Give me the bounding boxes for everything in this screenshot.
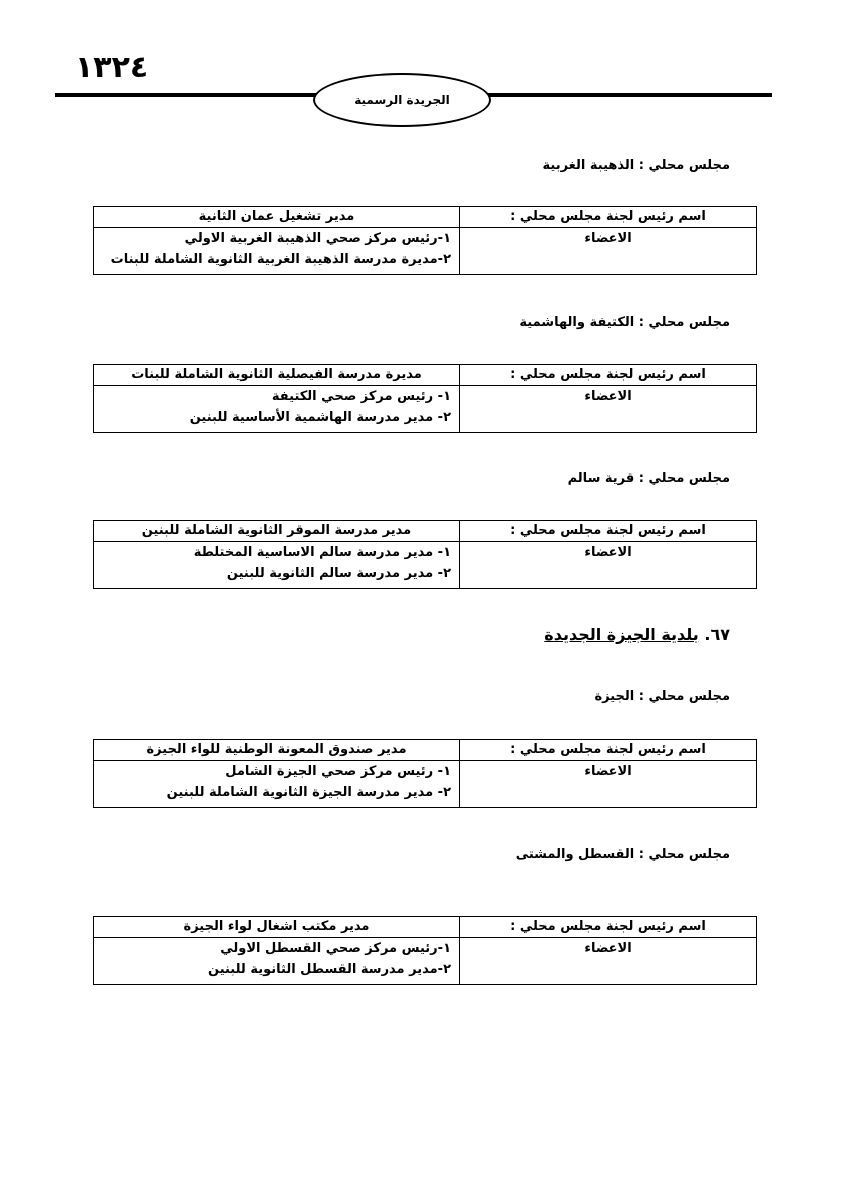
member-item: ١- رئيس مركز صحي الجيزة الشامل: [225, 764, 451, 779]
head-value: مديرة مدرسة الفيصلية الثانوية الشاملة للبنات: [94, 365, 460, 386]
municipality-name: بلدية الجيزة الجديدة: [544, 625, 699, 644]
table-row: [94, 938, 757, 985]
head-label: اسم رئيس لجنة مجلس محلي :: [460, 917, 757, 938]
head-value: مدير صندوق المعونة الوطنية للواء الجيزة: [94, 740, 460, 761]
members-label: الاعضاء: [460, 938, 757, 985]
members-label: الاعضاء: [460, 761, 757, 808]
member-item: ١- رئيس مركز صحي الكتيفة: [271, 389, 451, 404]
member-item: ١- مدير مدرسة سالم الاساسية المختلطة: [193, 545, 451, 560]
head-label: اسم رئيس لجنة مجلس محلي :: [460, 740, 757, 761]
gazette-title: الجريدة الرسمية: [354, 93, 450, 107]
members-list: [94, 386, 460, 433]
member-item: ٢- مدير مدرسة الجيزة الثانوية الشاملة للبنين: [166, 785, 451, 800]
member-item: ٢- مدير مدرسة سالم الثانوية للبنين: [226, 566, 451, 581]
table-row: [94, 917, 757, 938]
member-item: ١-رئيس مركز صحي الذهيبة الغربية الاولي: [184, 231, 451, 246]
table-row: [94, 761, 757, 808]
council-title: مجلس محلي : الذهيبة الغربية: [542, 158, 730, 173]
council-table: [93, 520, 757, 589]
head-label: اسم رئيس لجنة مجلس محلي :: [460, 365, 757, 386]
page-number: ١٣٢٤: [75, 50, 149, 85]
member-item: ٢- مدير مدرسة الهاشمية الأساسية للبنين: [189, 410, 451, 425]
table-row: [94, 228, 757, 275]
table-row: [94, 740, 757, 761]
members-label: الاعضاء: [460, 542, 757, 589]
council-table: [93, 206, 757, 275]
council-table: [93, 364, 757, 433]
members-label: الاعضاء: [460, 386, 757, 433]
council-title: مجلس محلي : الجيزة: [594, 689, 730, 704]
table-row: [94, 365, 757, 386]
table-row: [94, 542, 757, 589]
head-value: مدير مدرسة الموقر الثانوية الشاملة للبنين: [94, 521, 460, 542]
head-label: اسم رئيس لجنة مجلس محلي :: [460, 207, 757, 228]
table-row: [94, 207, 757, 228]
members-label: الاعضاء: [460, 228, 757, 275]
head-value: مدير تشغيل عمان الثانية: [94, 207, 460, 228]
council-table: [93, 916, 757, 985]
head-value: مدير مكتب اشغال لواء الجيزة: [94, 917, 460, 938]
head-label: اسم رئيس لجنة مجلس محلي :: [460, 521, 757, 542]
council-title: مجلس محلي : الكتيفة والهاشمية: [519, 315, 730, 330]
member-item: ١-رئيس مركز صحي القسطل الاولي: [220, 941, 451, 956]
members-list: [94, 938, 460, 985]
table-row: [94, 386, 757, 433]
member-item: ٢-مديرة مدرسة الذهيبة الغربية الثانوية الشاملة للبنات: [110, 252, 451, 267]
members-list: [94, 761, 460, 808]
members-list: [94, 228, 460, 275]
table-row: [94, 521, 757, 542]
council-table: [93, 739, 757, 808]
municipality-number: ٦٧.: [704, 625, 730, 644]
member-item: ٢-مدير مدرسة القسطل الثانوية للبنين: [208, 962, 451, 977]
municipality-heading: [544, 625, 730, 644]
members-list: [94, 542, 460, 589]
council-title: مجلس محلي : القسطل والمشتى: [515, 847, 730, 862]
council-title: مجلس محلي : قرية سالم: [567, 471, 730, 486]
